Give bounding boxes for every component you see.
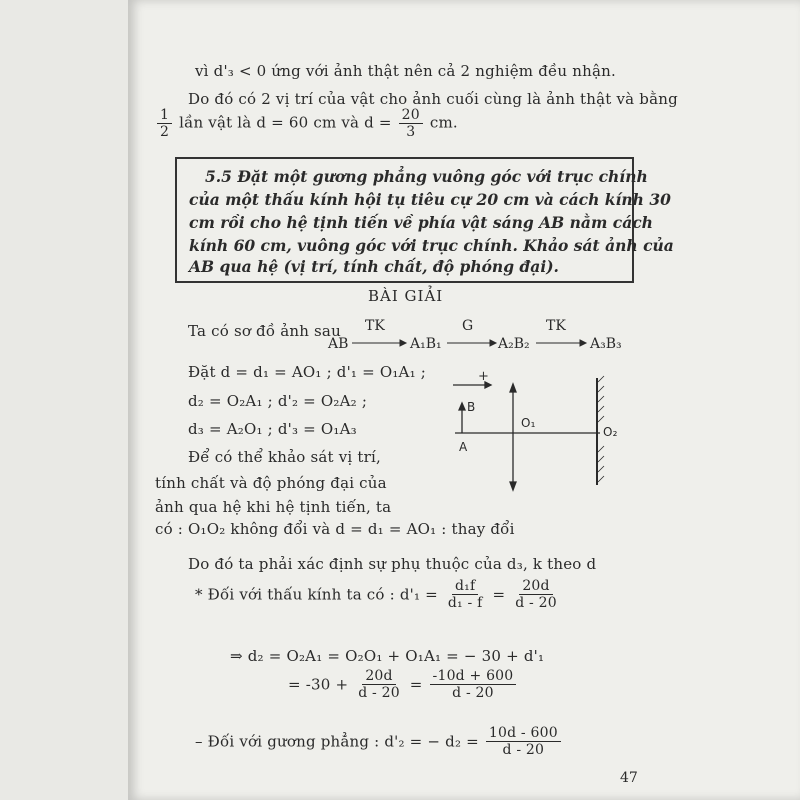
def-row: Đặt d = d₁ = AO₁ ; d'₁ = O₁A₁ ; [188, 363, 427, 381]
figure-o2: O₂ [603, 425, 618, 439]
problem-line: kính 60 cm, vuông góc với trục chính. Khảo sát ảnh của [189, 236, 674, 255]
body-line: có : O₁O₂ không đổi và d = d₁ = AO₁ : thay đổi [155, 520, 515, 538]
scheme-tk2: TK [546, 318, 566, 334]
fraction-line: $\frac{1}{2}$ lần vật là d = 60 cm và d = $\frac{20}{3}$ cm. [155, 107, 458, 140]
problem-line: AB qua hệ (vị trí, tính chất, độ phóng đại). [189, 257, 559, 276]
figure-o1: O₁ [521, 416, 536, 430]
equation-lens: * Đối với thấu kính ta có : d'₁ = $\frac{\text{d₁f}}{\text{d₁ - f}}$ = $\frac{20d}{d - 20}$ [195, 578, 557, 612]
scheme-intro: Ta có sơ đồ ảnh sau [188, 322, 341, 340]
page-number: 47 [620, 770, 638, 786]
def-row: d₂ = O₂A₁ ; d'₂ = O₂A₂ ; [188, 392, 368, 410]
problem-line: 5.5 Đặt một gương phẳng vuông góc với trục chính [205, 167, 648, 186]
scheme-g: G [462, 318, 474, 334]
scheme-tk1: TK [365, 318, 385, 334]
body-line: ảnh qua hệ khi hệ tịnh tiến, ta [155, 498, 392, 516]
equation-mirror: – Đối với gương phẳng : d'₂ = − d₂ = $\frac{10d - 600}{d - 20}$ [195, 725, 563, 758]
equation-d2-result: = -30 + $\frac{20d}{d - 20}$ = $\frac{-10d + 600}{d - 20}$ [288, 668, 518, 701]
equation-d2: ⇒ d₂ = O₂A₁ = O₂O₁ + O₁A₁ = − 30 + d'₁ [230, 647, 545, 665]
scheme-a2b2: A₂B₂ [498, 336, 530, 352]
body-line: tính chất và độ phóng đại của [155, 474, 387, 492]
scheme-a3b3: A₃B₃ [590, 336, 622, 352]
text-line: Do đó có 2 vị trí của vật cho ảnh cuối cùng là ảnh thật và bằng [188, 90, 678, 108]
figure-a: A [459, 440, 468, 454]
def-row: d₃ = A₂O₁ ; d'₃ = O₁A₃ [188, 420, 357, 438]
figure-plus: + [478, 369, 490, 384]
text-line: vì d'₃ < 0 ứng với ảnh thật nên cả 2 nghiệm đều nhận. [195, 62, 616, 80]
problem-line: cm rồi cho hệ tịnh tiến về phía vật sáng AB nằm cách [189, 213, 653, 232]
problem-line: của một thấu kính hội tụ tiêu cự 20 cm và cách kính 30 [189, 190, 671, 209]
scheme-ab: AB [328, 336, 349, 352]
body-line: Để có thể khảo sát vị trí, [188, 448, 381, 466]
body-line: Do đó ta phải xác định sự phụ thuộc của d₃, k theo d [188, 555, 597, 573]
scheme-a1b1: A₁B₁ [410, 336, 442, 352]
solution-title: BÀI GIẢI [368, 287, 444, 305]
figure-b: B [467, 400, 476, 414]
